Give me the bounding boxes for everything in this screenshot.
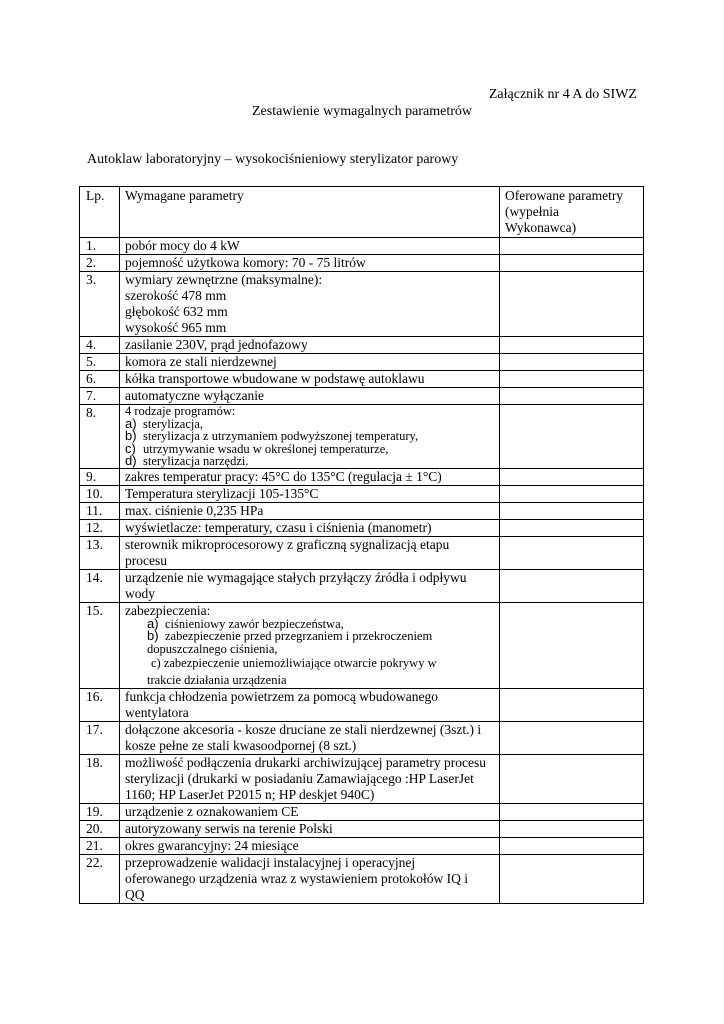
offered-value-cell[interactable] [500,405,644,469]
parameter-line: głębokość 632 mm [125,304,228,319]
offered-value-cell[interactable] [500,755,644,804]
offered-value-cell[interactable] [500,485,644,502]
row-number: 22. [80,855,120,904]
list-marker: a) [147,615,159,631]
parameter-line: przeprowadzenie walidacji instalacyjnej i operacyjnej [125,855,416,870]
column-header-required: Wymagane parametry [120,187,500,238]
offered-value-cell[interactable] [500,354,644,371]
parameter-line: oferowanego urządzenia wraz z wystawieniem protokołów IQ i [125,871,468,886]
offered-value-cell[interactable] [500,722,644,755]
safety-list-continuation: trakcie działania urządzenia [147,673,287,687]
table-header-row [80,187,644,238]
row-number: 1. [80,238,120,255]
row-parameter: pobór mocy do 4 kW [120,238,500,255]
table-row [80,536,644,569]
row-parameter [120,755,500,804]
row-parameter [120,602,500,689]
offered-value-cell[interactable] [500,468,644,485]
row-number: 19. [80,804,120,821]
row-number: 5. [80,354,120,371]
table-row [80,468,644,485]
table-row [80,821,644,838]
column-header-offered [500,187,644,238]
row-parameter: zasilanie 230V, prąd jednofazowy [120,337,500,354]
table-row [80,569,644,602]
row-number: 12. [80,519,120,536]
row-parameter: kółka transportowe wbudowane w podstawę autoklawu [120,371,500,388]
list-marker: b) [125,428,137,443]
parameter-line: możliwość podłączenia drukarki archiwizującej parametry procesu [125,755,486,770]
list-marker: c) [125,440,136,456]
parameter-line: QQ [125,887,145,902]
table-row [80,388,644,405]
table-row [80,485,644,502]
row-parameter: Temperatura sterylizacji 105-135°C [120,485,500,502]
table-row [80,238,644,255]
row-parameter [120,405,500,469]
row-parameter: komora ze stali nierdzewnej [120,354,500,371]
table-row [80,722,644,755]
parameter-line: wody [125,585,155,601]
row-number: 11. [80,502,120,519]
program-list-item [125,455,494,468]
safety-list-intro: zabezpieczenia: [125,602,211,618]
list-marker: b) [147,628,159,643]
row-number: 8. [80,405,120,469]
table-row [80,502,644,519]
parameter-line: kosze pełne ze stali kwasoodpornej (8 szt.) [125,738,357,753]
row-number: 3. [80,272,120,337]
parameter-line: dołączone akcesoria - kosze druciane ze stali nierdzewnej (3szt.) i [125,722,482,737]
row-number: 18. [80,755,120,804]
list-marker: d) [125,453,137,468]
offered-value-cell[interactable] [500,689,644,722]
offered-value-cell[interactable] [500,238,644,255]
row-parameter: max. ciśnienie 0,235 HPa [120,502,500,519]
row-parameter: wyświetlacze: temperatury, czasu i ciśnienia (manometr) [120,519,500,536]
table-row [80,855,644,904]
offered-value-cell[interactable] [500,371,644,388]
parameter-line: wymiary zewnętrzne (maksymalne): [125,272,323,287]
safety-list-item [125,630,494,643]
row-number: 20. [80,821,120,838]
offered-value-cell[interactable] [500,821,644,838]
offered-value-cell[interactable] [500,569,644,602]
list-item-text: sterylizacja, [143,416,204,431]
list-item-text: ciśnieniowy zawór bezpieczeństwa, [165,616,344,631]
row-number: 7. [80,388,120,405]
row-number: 21. [80,838,120,855]
table-row [80,689,644,722]
safety-list-continuation: dopuszczalnego ciśnienia, [147,641,278,656]
list-item-text: sterylizacja z utrzymaniem podwyższonej temperatury, [143,429,419,443]
row-number: 14. [80,569,120,602]
parameter-line: funkcja chłodzenia powietrzem za pomocą wbudowanego [125,689,438,704]
row-number: 17. [80,722,120,755]
row-number: 15. [80,602,120,689]
table-row [80,804,644,821]
parameter-line: wentylatora [125,705,189,720]
row-parameter [120,536,500,569]
list-item-text: zabezpieczenie przed przegrzaniem i przekroczeniem [165,629,433,643]
list-item-text: sterylizacja narzędzi. [143,454,249,468]
offered-value-cell[interactable] [500,855,644,904]
parameter-line: sterownik mikroprocesorowy z graficzną sygnalizacją etapu [125,536,450,552]
row-number: 2. [80,255,120,272]
list-marker: a) [125,415,137,431]
table-row [80,602,644,689]
offered-value-cell[interactable] [500,602,644,689]
safety-list-continuation: c) zabezpieczenie uniemożliwiające otwarcie pokrywy w [151,656,437,670]
parameter-line: sterylizacji (drukarki w posiadaniu Zamawiającego :HP LaserJet [125,771,474,786]
row-parameter [120,569,500,602]
parameter-line: procesu [125,552,167,568]
parameters-table [79,186,644,904]
parameter-line: wysokość 965 mm [125,320,227,335]
device-name: Autoklaw laboratoryjny – wysokociśnieniowy sterylizator parowy [87,152,459,167]
row-number: 10. [80,485,120,502]
table-row [80,272,644,337]
offered-value-cell[interactable] [500,536,644,569]
offered-value-cell[interactable] [500,519,644,536]
row-parameter: urządzenie z oznakowaniem CE [120,804,500,821]
offered-value-cell[interactable] [500,272,644,337]
table-row [80,371,644,388]
column-header-offered-line: (wypełnia [505,204,559,219]
offered-value-cell[interactable] [500,255,644,272]
parameter-line: urządzenie nie wymagające stałych przyłączy źródła i odpływu [125,569,467,585]
row-number: 4. [80,337,120,354]
offered-value-cell[interactable] [500,838,644,855]
document-title: Zestawienie wymagalnych parametrów [251,104,473,119]
row-parameter: autoryzowany serwis na terenie Polski [120,821,500,838]
row-parameter: automatyczne wyłączanie [120,388,500,405]
table-row [80,405,644,469]
list-item-text: utrzymywanie wsadu w określonej temperaturze, [143,441,389,456]
row-number: 13. [80,536,120,569]
offered-value-cell[interactable] [500,388,644,405]
parameter-line: 1160; HP LaserJet P2015 n; HP deskjet 940C) [125,787,375,802]
offered-value-cell[interactable] [500,337,644,354]
program-list-intro: 4 rodzaje programów: [125,404,236,418]
column-header-offered-line: Oferowane parametry [505,188,624,203]
column-header-offered-line: Wykonawca) [505,220,577,235]
row-parameter: zakres temperatur pracy: 45°C do 135°C (regulacja ± 1°C) [120,468,500,485]
table-row [80,255,644,272]
table-row [80,337,644,354]
table-row [80,755,644,804]
parameter-line: szerokość 478 mm [125,288,227,303]
row-parameter [120,722,500,755]
column-header-lp: Lp. [80,187,120,238]
offered-value-cell[interactable] [500,804,644,821]
row-parameter: pojemność użytkowa komory: 70 - 75 litrów [120,255,500,272]
row-parameter: okres gwarancyjny: 24 miesiące [120,838,500,855]
annex-label: Załącznik nr 4 A do SIWZ [488,87,637,102]
table-row [80,519,644,536]
row-parameter [120,689,500,722]
row-number: 9. [80,468,120,485]
row-parameter [120,855,500,904]
offered-value-cell[interactable] [500,502,644,519]
table-row [80,838,644,855]
row-number: 16. [80,689,120,722]
row-parameter [120,272,500,337]
row-number: 6. [80,371,120,388]
table-row [80,354,644,371]
